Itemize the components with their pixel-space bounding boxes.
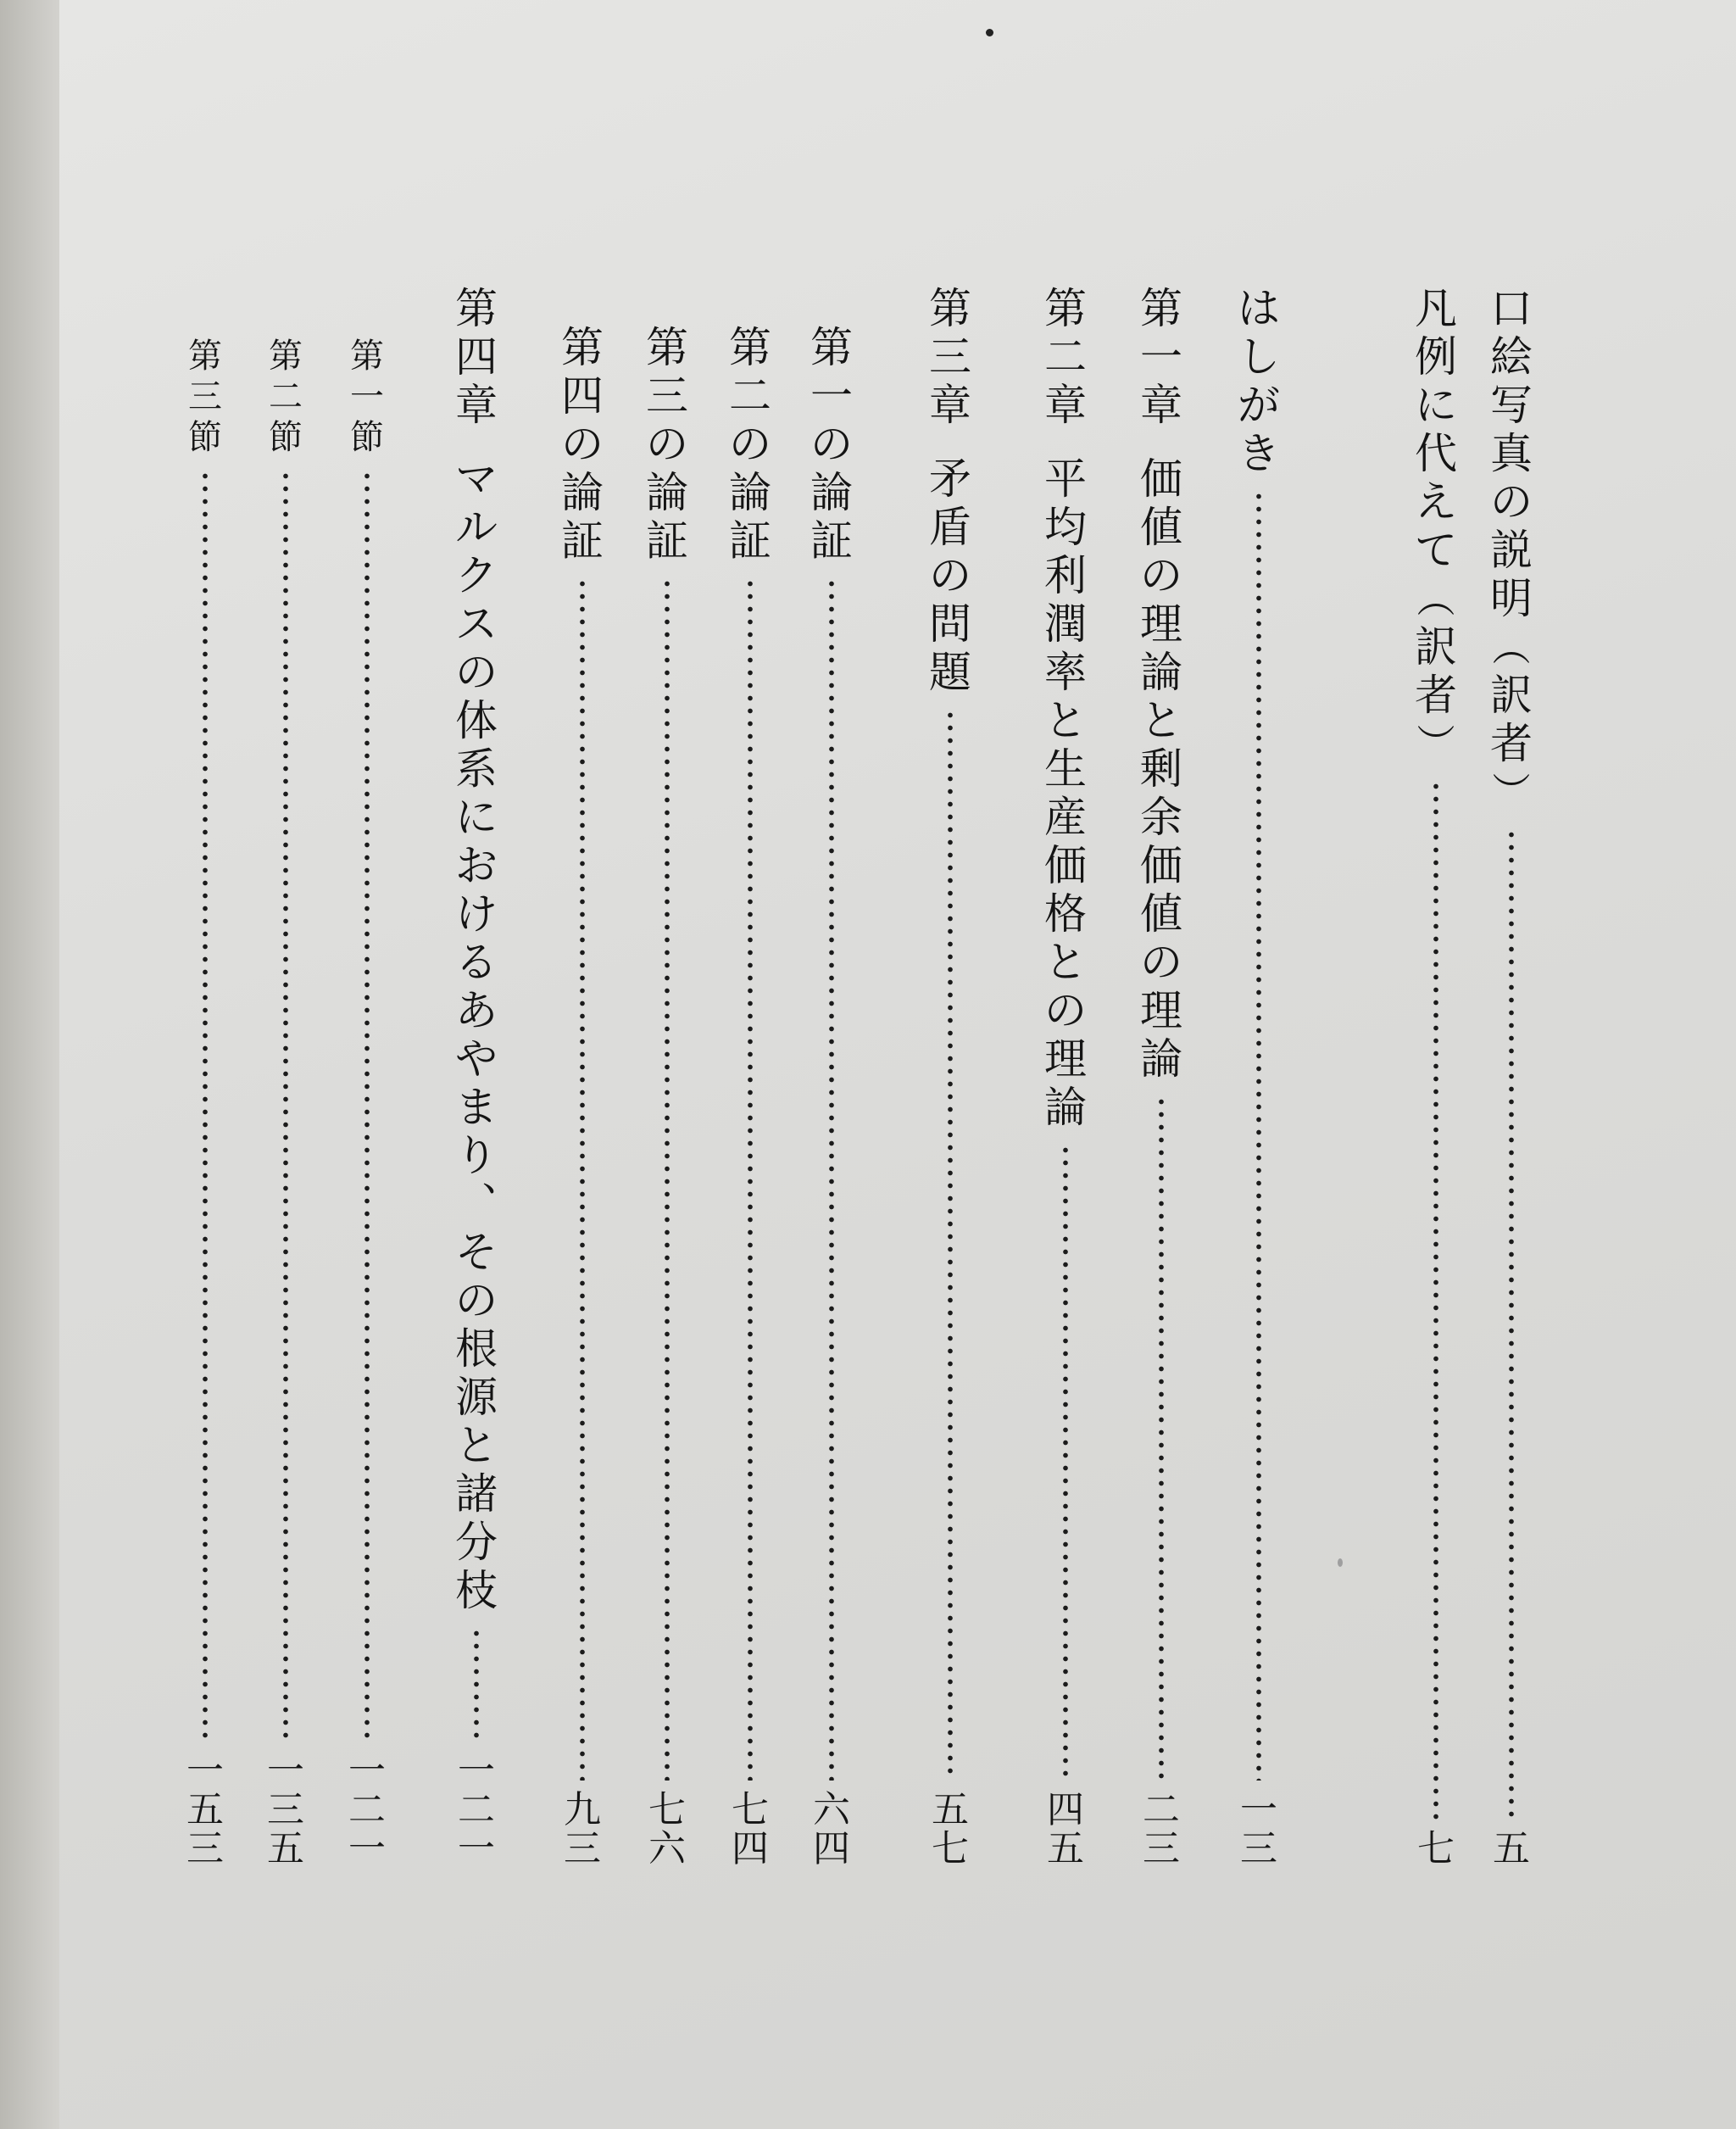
toc-entry-title: 第 一 節 (350, 337, 384, 457)
toc-entry-page: 一 五 三 (186, 1749, 224, 1870)
toc-entry (1482, 285, 1541, 1869)
toc-entry-title: 第 一 章 価 値 の 理 論 と 剰 余 価 値 の 理 論 (1140, 284, 1182, 1084)
toc-entry (637, 324, 697, 1869)
toc-entry (175, 336, 235, 1869)
toc-entry-title: 第 二 節 (269, 337, 303, 457)
dot-leader (473, 1627, 480, 1742)
toc-entry-page: 一 三 五 (267, 1749, 304, 1870)
toc-entry (921, 285, 980, 1869)
toc-entry-title: 凡 例 に 代 え て ︵ 訳 者 ︶ (1415, 284, 1457, 766)
toc-entry-page: 一 三 (1240, 1788, 1277, 1870)
toc-entry-page: 一 二 一 (348, 1749, 386, 1870)
toc-entry (553, 324, 612, 1869)
toc-entry-title: 第 四 章 マ ル ク ス の 体 系 に お け る あ や ま り ︑ そ の 根 源 と 諸 分 枝 (455, 284, 498, 1615)
dot-leader (947, 709, 954, 1781)
toc-entry-title: 口 絵 写 真 の 説 明 ︵ 訳 者 ︶ (1490, 284, 1533, 815)
toc-entry-page: 一 二 一 (458, 1749, 495, 1870)
toc-entry-title: 第 二 章 平 均 利 潤 率 と 生 産 価 格 と の 理 論 (1044, 284, 1087, 1132)
dot-leader (282, 470, 289, 1742)
toc-entry-page: 二 三 (1143, 1788, 1180, 1870)
toc-entry-title: 第 三 の 論 証 (646, 323, 688, 566)
toc-entry (1406, 285, 1466, 1869)
toc-entry (447, 285, 506, 1869)
dot-leader (1433, 780, 1439, 1820)
toc-entry-page: 七 四 (732, 1788, 769, 1870)
toc-entry-page: 七 (1417, 1827, 1455, 1870)
toc-entry-title: 第 四 の 論 証 (561, 323, 604, 566)
dot-leader (1508, 828, 1515, 1820)
toc-entry (802, 324, 861, 1869)
toc-entry-title: は し が き (1238, 284, 1280, 478)
toc-entry (256, 336, 315, 1869)
dot-leader (364, 470, 370, 1742)
toc-entry (1229, 285, 1288, 1869)
dot-leader (1062, 1144, 1069, 1781)
toc-entry-title: 第 二 の 論 証 (729, 323, 771, 566)
toc-entry-page: 六 四 (813, 1788, 850, 1870)
toc-entry-page: 五 七 (932, 1788, 969, 1870)
toc-entry-page: 五 (1493, 1827, 1530, 1870)
toc-entry-page: 七 六 (648, 1788, 686, 1870)
toc-entry-title: 第 三 章 矛 盾 の 問 題 (929, 284, 971, 697)
toc-entry (1132, 285, 1191, 1869)
toc-entry-title: 第 三 節 (188, 337, 222, 457)
toc-entry (337, 336, 397, 1869)
toc-entry-page: 九 三 (564, 1788, 601, 1870)
toc-entry (1036, 285, 1095, 1869)
dot-leader (202, 470, 209, 1742)
dot-leader (664, 577, 670, 1781)
toc-entry-page: 四 五 (1047, 1788, 1084, 1870)
toc-entry (721, 324, 780, 1869)
dot-leader (747, 577, 754, 1781)
dot-leader (1255, 490, 1262, 1781)
dot-leader (579, 577, 586, 1781)
dot-leader (828, 577, 835, 1781)
dot-leader (1158, 1095, 1165, 1781)
toc-entry-title: 第 一 の 論 証 (810, 323, 853, 566)
